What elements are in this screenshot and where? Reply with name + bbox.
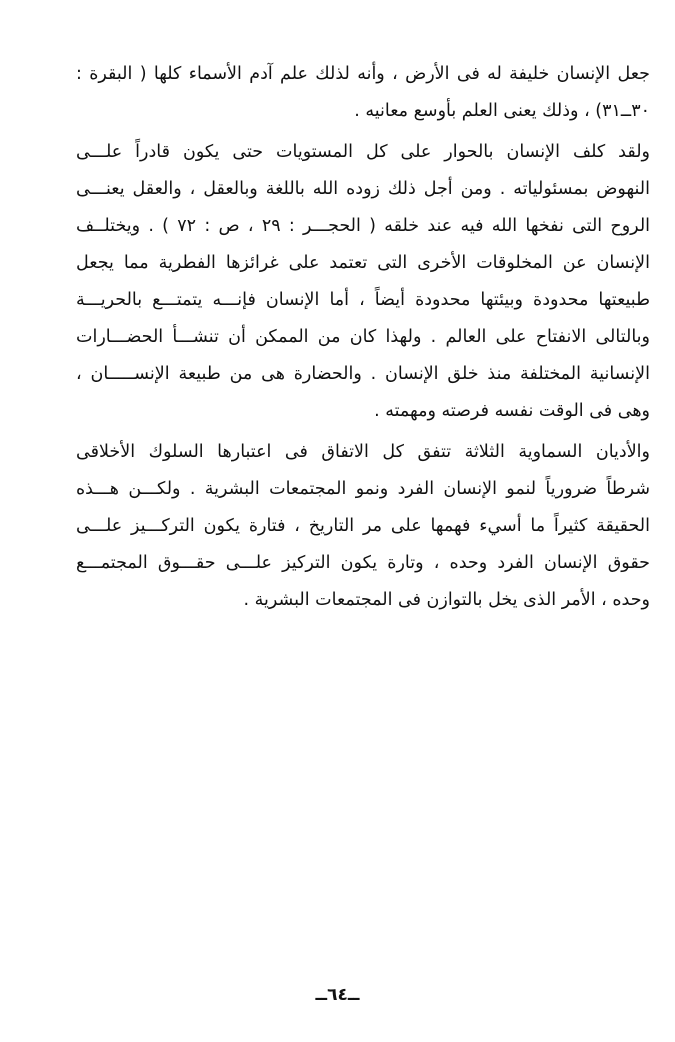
text-line: الإنسانية المختلفة منذ خلق الإنسان . والحضارة هى من طبيعة الإنســـــان ، bbox=[76, 364, 650, 384]
text-line: جعل الإنسان خليفة له فى الأرض ، وأنه لذلك علم آدم الأسماء كلها ( البقرة : bbox=[76, 64, 650, 84]
text-line: الحقيقة كثيراً ما أسيء فهمها على مر التاريخ ، فتارة يكون التركـــيز علـــى bbox=[76, 516, 650, 536]
text-line: الروح التى نفخها الله فيه عند خلقه ( الحجـــر : ٢٩ ، ص : ٧٢ ) . ويختلــف bbox=[76, 216, 650, 236]
text-line: وهى فى الوقت نفسه فرصته ومهمته . bbox=[374, 401, 650, 421]
paragraph bbox=[76, 56, 650, 130]
body-text bbox=[76, 56, 650, 619]
text-line: ولقد كلف الإنسان بالحوار على كل المستويات حتى يكون قادراً علـــى bbox=[76, 142, 650, 162]
page-number: ــ٦٤ــ bbox=[315, 985, 360, 1005]
text-line: طبيعتها محدودة وبيئتها محدودة أيضاً ، أما الإنسان فإنـــه يتمتـــع بالحريـــة bbox=[76, 290, 650, 310]
text-line: ٣٠ــ٣١) ، وذلك يعنى العلم بأوسع معانيه . bbox=[354, 101, 650, 121]
text-line: النهوض بمسئولياته . ومن أجل ذلك زوده الله باللغة وبالعقل ، والعقل يعنـــى bbox=[76, 179, 650, 199]
text-line: والأديان السماوية الثلاثة تتفق كل الاتفاق فى اعتبارها السلوك الأخلاقى bbox=[76, 442, 650, 462]
text-line: حقوق الإنسان الفرد وحده ، وتارة يكون التركيز علـــى حقـــوق المجتمـــع bbox=[76, 553, 650, 573]
text-line: وحده ، الأمر الذى يخل بالتوازن فى المجتمعات البشرية . bbox=[243, 590, 650, 610]
paragraph bbox=[76, 434, 650, 619]
text-line: وبالتالى الانفتاح على العالم . ولهذا كان من الممكن أن تنشـــأ الحضـــارات bbox=[76, 327, 650, 347]
paragraph bbox=[76, 134, 650, 430]
text-line: الإنسان عن المخلوقات الأخرى التى تعتمد على غرائزها الفطرية مما يجعل bbox=[76, 253, 650, 273]
text-line: شرطاً ضرورياً لنمو الإنسان الفرد ونمو المجتمعات البشرية . ولكـــن هـــذه bbox=[76, 479, 650, 499]
